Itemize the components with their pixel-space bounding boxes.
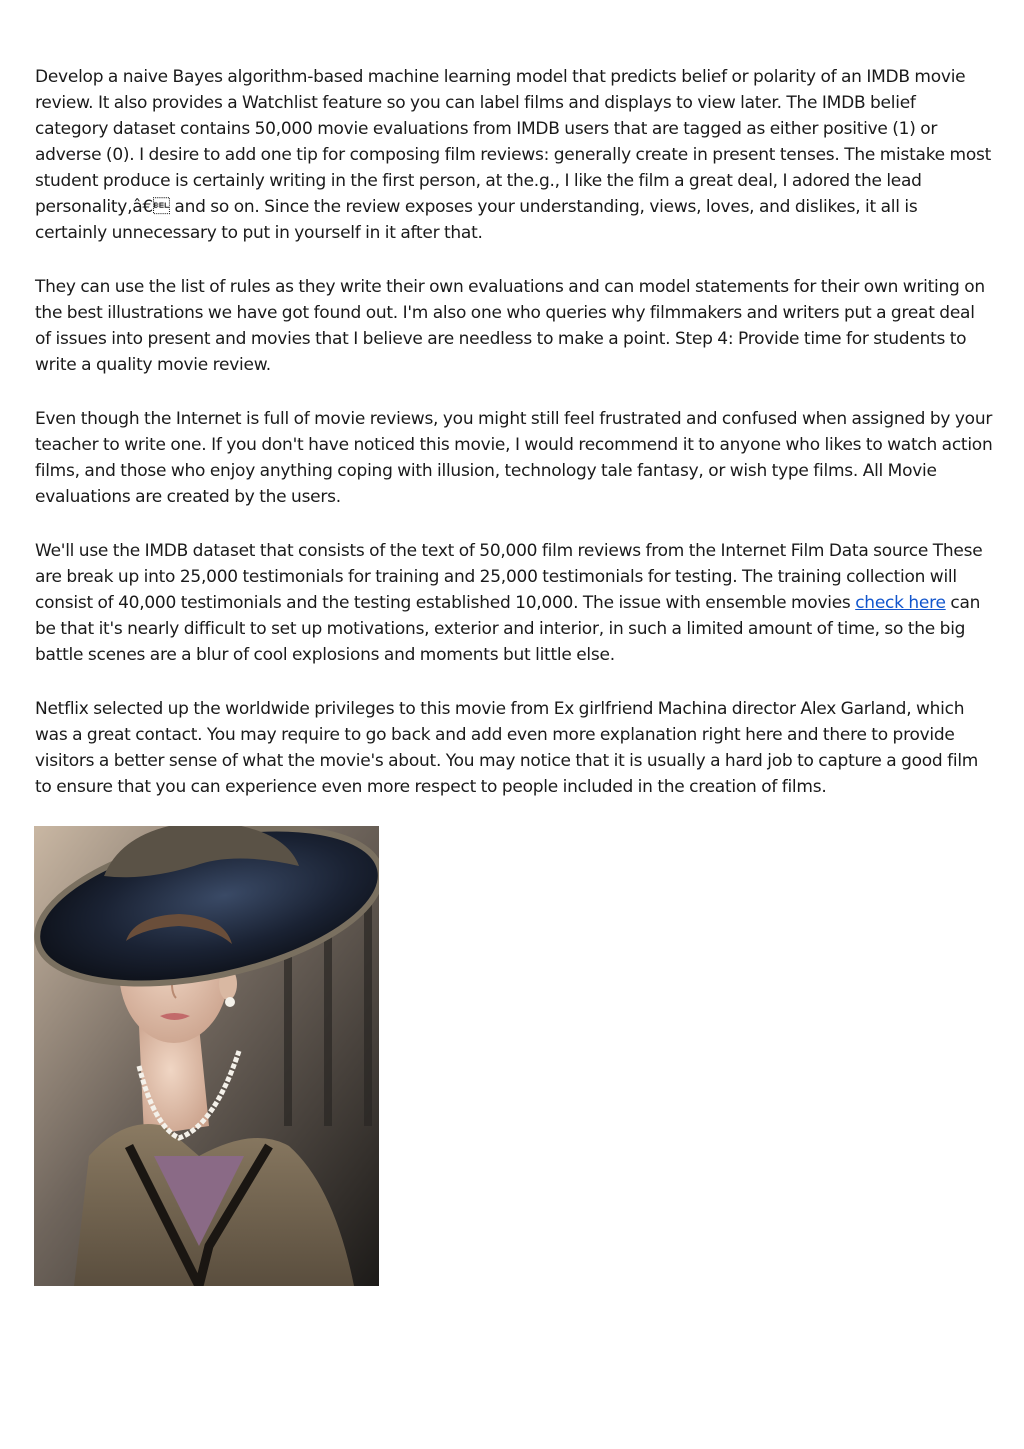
paragraph-5: Netflix selected up the worldwide privileges to this movie from Ex girlfriend Machina director Alex Garland, which was a great contact. You may require to go back and add even more explanation right here and there to provide visitors a better sense of what the movie's about. You may notice that it is usually a hard job to capture a good film to ensure that you can experience even more respect to people included in the creation of films. bbox=[35, 699, 979, 797]
paragraph-3: Even though the Internet is full of movie reviews, you might still feel frustrated and confused when assigned by your teacher to write one. If you don't have noticed this movie, I would recommend it to anyone who likes to watch action films, and those who enjoy anything coping with illusion, technology tale fantasy, or wish type films. All Movie evaluations are created by the users. bbox=[35, 409, 993, 507]
paragraph-2: They can use the list of rules as they write their own evaluations and can model statements for their own writing on the best illustrations we have got found out. I'm also one who queries why filmmakers and writers put a great deal of issues into present and movies that I believe are needless to make a point. Step 4: Provide time for students to write a quality movie review. bbox=[35, 277, 985, 375]
paragraph-4-text-before: We'll use the IMDB dataset that consists of the text of 50,000 film reviews from the Internet Film Data source These are break up into 25,000 testimonials for training and 25,000 testimonials for testing. The training collection will consist of 40,000 testimonials and the testing established 10,000. The issue with ensemble movies bbox=[35, 541, 983, 613]
paragraph-1: Develop a naive Bayes algorithm-based machine learning model that predicts belief or polarity of an IMDB movie review. It also provides a Watchlist feature so you can label films and displays to view later. The IMDB belief category dataset contains 50,000 movie evaluations from IMDB users that are tagged as either positive (1) or adverse (0). I desire to add one tip for composing film reviews: generally create in present tenses. The mistake most student produce is certainly writing in the first person, at the.g., I like the film a great deal, I adored the lead personality,â€ and so on. Since the review exposes your understanding, views, loves, and dislikes, it all is certainly unnecessary to put in yourself in it after that. bbox=[35, 67, 992, 243]
article-body bbox=[35, 64, 993, 828]
woman-in-hat-photo bbox=[34, 826, 379, 1286]
paragraph-4 bbox=[35, 538, 993, 668]
check-here-link[interactable]: check here bbox=[855, 593, 946, 613]
paragraph-4-text-after: can be that it's nearly difficult to set up motivations, exterior and interior, in such a limited amount of time, so the big battle scenes are a blur of cool explosions and moments but little else. bbox=[35, 593, 981, 665]
